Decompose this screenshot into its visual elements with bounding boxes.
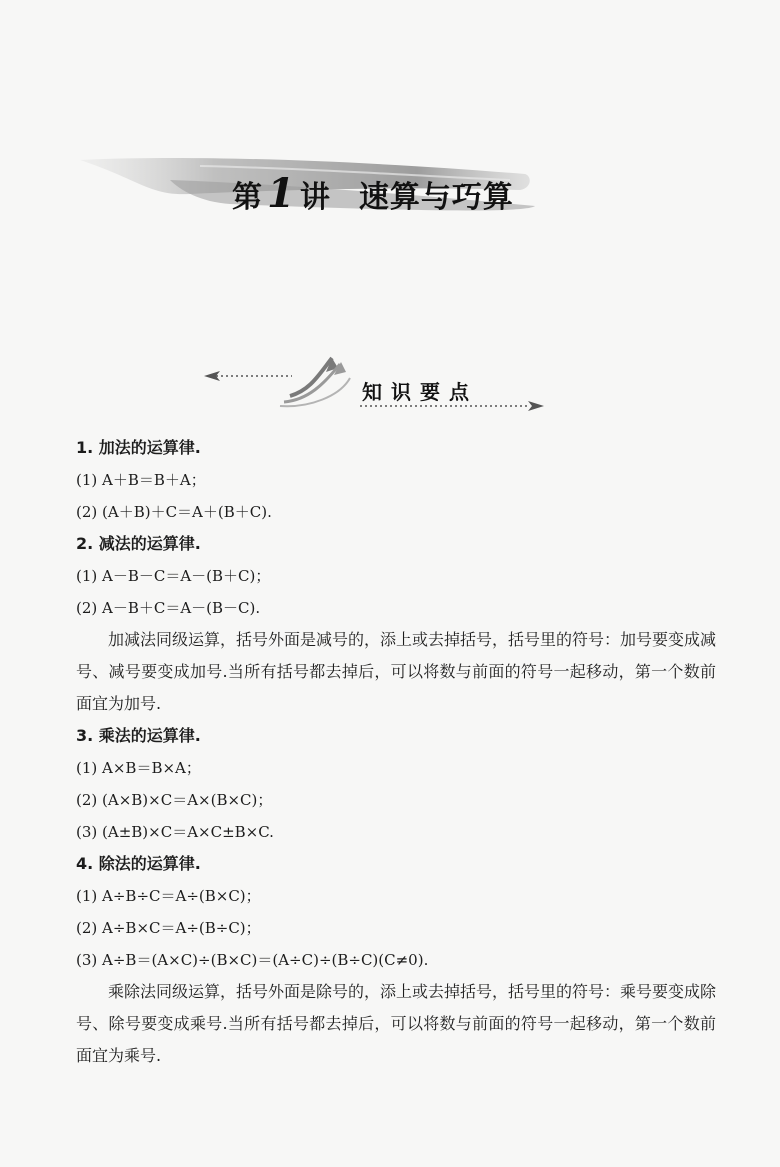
formula-line: (1) A－B－C＝A－(B＋C)；: [76, 567, 271, 585]
rule-heading: 2. 减法的运算律.: [76, 534, 201, 553]
formula-line: (1) A×B＝B×A；: [76, 759, 201, 777]
title-suffix: 讲: [299, 180, 331, 215]
formula-line: (2) (A×B)×C＝A×(B×C)；: [76, 791, 273, 809]
rule-heading: 4. 除法的运算律.: [76, 854, 201, 873]
knowledge-points: [76, 432, 716, 1072]
title-number: 1: [267, 170, 296, 217]
title-name: 速算与巧算: [358, 180, 514, 215]
section-title: 知识要点: [362, 380, 478, 404]
formula-line: (3) (A±B)×C＝A×C±B×C.: [76, 823, 274, 841]
formula-line: (1) A＋B＝B＋A；: [76, 471, 206, 489]
formula-line: (2) A÷B×C＝A÷(B÷C)；: [76, 919, 261, 937]
formula-line: (2) (A＋B)＋C＝A＋(B＋C).: [76, 503, 272, 521]
page-title: [232, 170, 514, 217]
explanation-paragraph: 加减法同级运算，括号外面是减号的，添上或去掉括号，括号里的符号：加号要变成减号、减号要变成加号.当所有括号都去掉后，可以将数与前面的符号一起移动，第一个数前面宜为加号.: [76, 630, 717, 713]
explanation-paragraph: 乘除法同级运算，括号外面是除号的，添上或去掉括号，括号里的符号：乘号要变成除号、除号要变成乘号.当所有括号都去掉后，可以将数与前面的符号一起移动，第一个数前面宜为乘号.: [76, 982, 717, 1065]
rule-heading: 1. 加法的运算律.: [76, 438, 201, 457]
formula-line: (1) A÷B÷C＝A÷(B×C)；: [76, 887, 261, 905]
formula-line: (3) A÷B＝(A×C)÷(B×C)＝(A÷C)÷(B÷C)(C≠0).: [76, 951, 429, 969]
title-prefix: 第: [232, 180, 263, 215]
rule-heading: 3. 乘法的运算律.: [76, 726, 201, 745]
formula-line: (2) A－B＋C＝A－(B－C).: [76, 599, 261, 617]
